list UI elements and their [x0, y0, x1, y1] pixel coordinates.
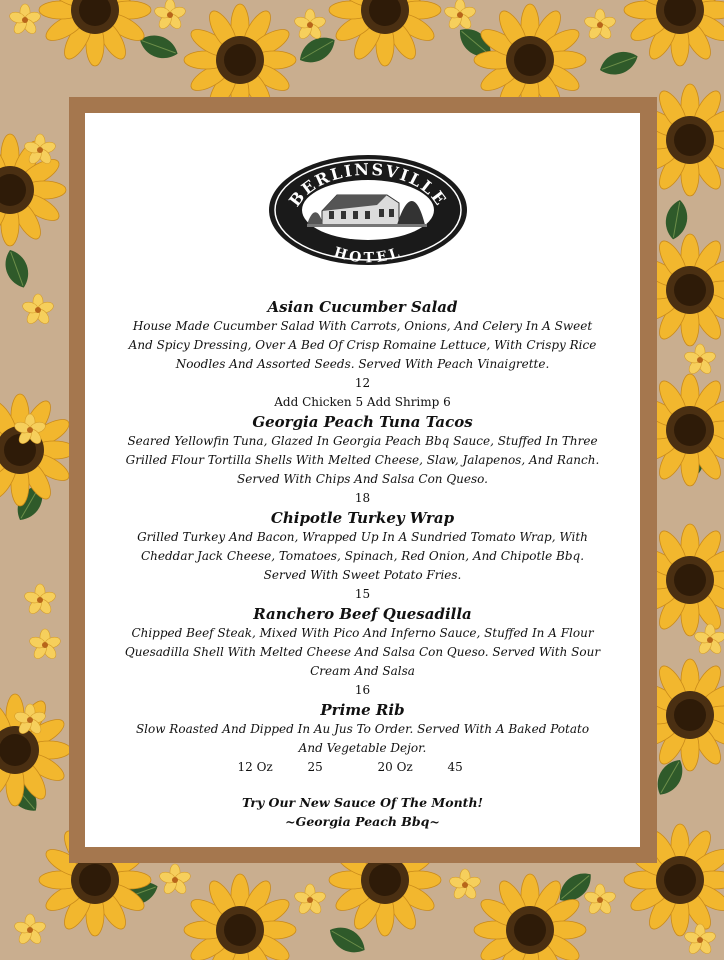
desc-line: Seared Yellowfin Tuna, Glazed In Georgia Peach Bbq Sauce, Stuffed In Three [127, 434, 598, 448]
desc-line: Served With Chips And Salsa Con Queso. [237, 472, 488, 486]
desc-line: And Vegetable Dejor. [298, 741, 427, 755]
menu-item-title: Georgia Peach Tuna Tacos [252, 413, 473, 431]
menu-item-description [113, 528, 612, 585]
desc-line: Chipped Beef Steak, Mixed With Pico And Inferno Sauce, Stuffed In A Flour [131, 626, 594, 640]
menu-item-description [113, 317, 612, 374]
desc-line: Cheddar Jack Cheese, Tomatoes, Spinach, Red Onion, And Chipotle Bbq. [140, 549, 585, 563]
hotel-logo-seal [267, 153, 469, 267]
desc-line: Served With Sweet Potato Fries. [263, 568, 462, 582]
menu-item-title: Asian Cucumber Salad [267, 298, 458, 316]
logo-top-text: BERLINSVILLE [285, 159, 451, 211]
menu-item-title: Chipotle Turkey Wrap [270, 509, 455, 527]
menu-item-price: 18 [354, 491, 371, 505]
menu-card [85, 113, 640, 847]
size-label: 12 Oz [237, 760, 273, 774]
promo-line-2: ~Georgia Peach Bbq~ [285, 814, 440, 829]
desc-line: Grilled Flour Tortilla Shells With Melted Cheese, Slaw, Jalapenos, And Ranch. [125, 453, 600, 467]
prime-rib-prices [85, 758, 640, 777]
menu-item-ranchero-beef-quesadilla [85, 604, 640, 700]
desc-line: Slow Roasted And Dipped In Au Jus To Order. Served With A Baked Potato [135, 722, 590, 736]
promo-section [85, 793, 640, 831]
menu-item-description [113, 432, 612, 489]
menu-item-price: 12 [354, 376, 371, 390]
hotel-logo [267, 153, 469, 267]
desc-line: Grilled Turkey And Bacon, Wrapped Up In A Sundried Tomato Wrap, With [137, 530, 588, 544]
menu-item-title: Ranchero Beef Quesadilla [253, 605, 472, 623]
promo-line-1: Try Our New Sauce Of The Month! [241, 795, 484, 810]
menu-item-addon: Add Chicken 5 Add Shrimp 6 [274, 395, 451, 409]
desc-line: And Spicy Dressing, Over A Bed Of Crisp Romaine Lettuce, With Crispy Rice [128, 338, 597, 352]
menu-item-georgia-peach-tuna-tacos [85, 412, 640, 508]
desc-line: House Made Cucumber Salad With Carrots, Onions, And Celery In A Sweet [132, 319, 593, 333]
menu-item-price: 16 [354, 683, 371, 697]
menu-item-description [113, 624, 612, 681]
menu-item-title: Prime Rib [320, 701, 405, 719]
desc-line: Cream And Salsa [310, 664, 415, 678]
size-label: 20 Oz [377, 760, 413, 774]
menu-item-asian-cucumber-salad [85, 297, 640, 412]
menu-item-chipotle-turkey-wrap [85, 508, 640, 604]
menu-item-prime-rib [85, 700, 640, 777]
size-price: 45 [447, 760, 463, 774]
logo-bottom-text: HOTEL [331, 244, 405, 267]
menu-item-price: 15 [354, 587, 371, 601]
desc-line: Quesadilla Shell With Melted Cheese And Salsa Con Queso. Served With Sour [124, 645, 601, 659]
desc-line: Noodles And Assorted Seeds. Served With Peach Vinaigrette. [175, 357, 550, 371]
size-price: 25 [307, 760, 323, 774]
menu-list [85, 297, 640, 831]
menu-item-description [113, 720, 612, 758]
